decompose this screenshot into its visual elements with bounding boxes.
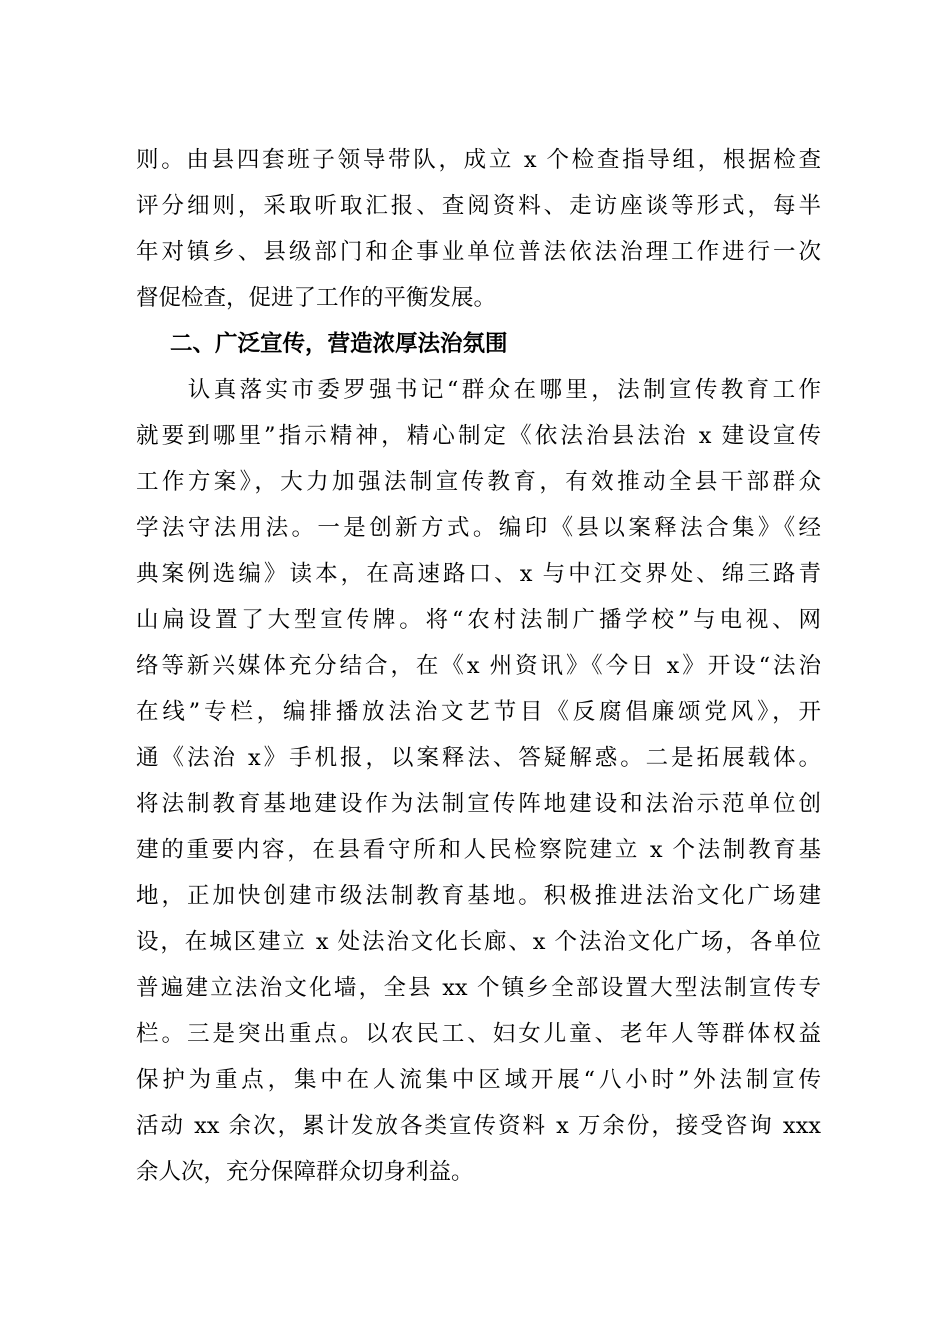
paragraph-line: 学法守法用法。一是创新方式。编印《县以案释法合集》《经 (136, 515, 821, 541)
paragraph-line: 将法制教育基地建设作为法制宣传阵地建设和法治示范单位创 (136, 791, 821, 817)
paragraph-line: 工作方案》，大力加强法制宣传教育，有效推动全县干部群众 (136, 469, 821, 495)
paragraph-line: 余人次，充分保障群众切身利益。 (136, 1159, 474, 1185)
paragraph-line: 年对镇乡、县级部门和企事业单位普法依法治理工作进行一次 (136, 239, 821, 265)
section-heading: 二、广泛宣传，营造浓厚法治氛围 (170, 331, 508, 357)
paragraph-line: 地，正加快创建市级法制教育基地。积极推进法治文化广场建 (136, 883, 821, 909)
paragraph-line: 督促检查，促进了工作的平衡发展。 (136, 285, 497, 311)
paragraph-line: 栏。三是突出重点。以农民工、妇女儿童、老年人等群体权益 (136, 1021, 821, 1047)
paragraph-line: 典案例选编》读本，在高速路口、x 与中江交界处、绵三路青 (136, 561, 821, 587)
paragraph-line: 则。由县四套班子领导带队，成立 x 个检查指导组，根据检查 (136, 147, 821, 173)
paragraph-line: 普遍建立法治文化墙，全县 xx 个镇乡全部设置大型法制宣传专 (136, 975, 821, 1001)
paragraph-line: 络等新兴媒体充分结合，在《x 州资讯》《今日 x》开设“法治 (136, 653, 821, 679)
paragraph-line: 活动 xx 余次，累计发放各类宣传资料 x 万余份，接受咨询 xxx (136, 1113, 821, 1139)
paragraph-line: 保护为重点，集中在人流集中区域开展“八小时”外法制宣传 (136, 1067, 821, 1093)
paragraph-line: 山扁设置了大型宣传牌。将“农村法制广播学校”与电视、网 (136, 607, 821, 633)
paragraph-line: 通《法治 x》手机报，以案释法、答疑解惑。二是拓展载体。 (136, 745, 821, 771)
paragraph-line: 就要到哪里”指示精神，精心制定《依法治县法治 x 建设宣传 (136, 423, 821, 449)
paragraph-line: 评分细则，采取听取汇报、查阅资料、走访座谈等形式，每半 (136, 193, 821, 219)
paragraph-line: 在线”专栏，编排播放法治文艺节目《反腐倡廉颂党风》，开 (136, 699, 821, 725)
paragraph-line: 认真落实市委罗强书记“群众在哪里，法制宣传教育工作 (136, 377, 821, 403)
paragraph-line: 建的重要内容，在县看守所和人民检察院建立 x 个法制教育基 (136, 837, 821, 863)
paragraph-line: 设，在城区建立 x 处法治文化长廊、x 个法治文化广场，各单位 (136, 929, 821, 955)
